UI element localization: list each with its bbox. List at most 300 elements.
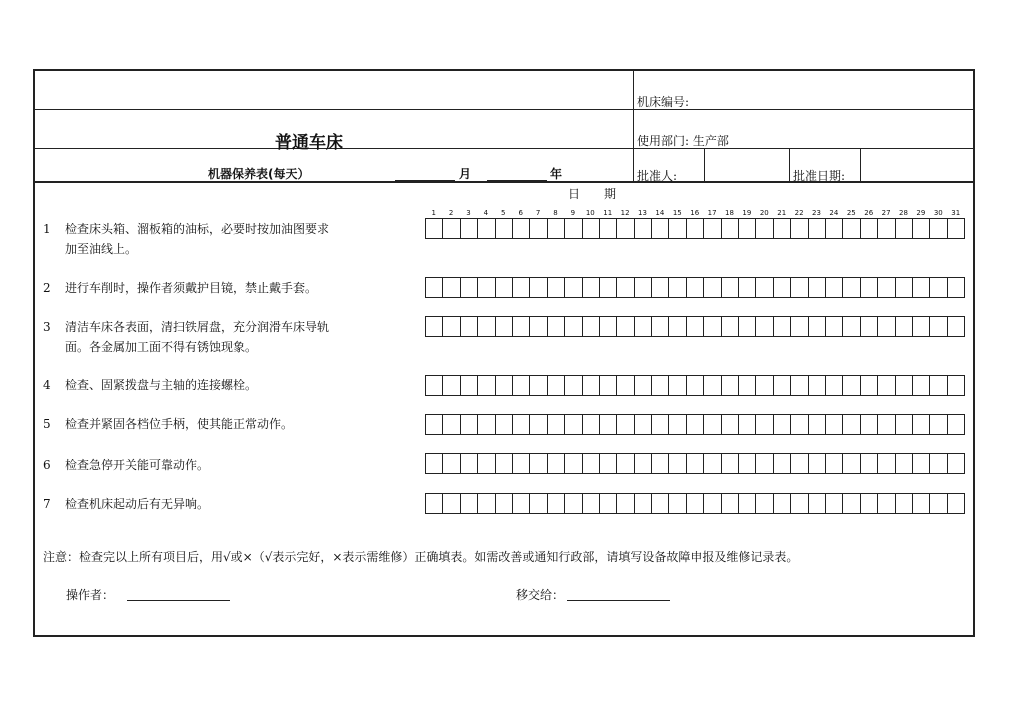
form-title: 普通车床	[275, 133, 343, 153]
check-cell[interactable]	[721, 277, 739, 298]
day-number: 19	[742, 209, 752, 217]
check-cell[interactable]	[912, 218, 930, 239]
check-cell[interactable]	[790, 414, 808, 435]
month-label: 月	[459, 167, 472, 181]
check-cell[interactable]	[634, 453, 652, 474]
check-cell[interactable]	[877, 277, 895, 298]
check-cell[interactable]	[529, 277, 547, 298]
check-cell[interactable]	[842, 453, 860, 474]
department-label: 使用部门: 生产部	[637, 134, 729, 148]
check-cell[interactable]	[825, 277, 843, 298]
check-cell[interactable]	[582, 316, 600, 337]
check-cell[interactable]	[495, 218, 513, 239]
check-item-7	[43, 494, 209, 514]
item-text-cont: 加至油线上。	[65, 242, 138, 256]
item-text: 检查、固紧拨盘与主轴的连接螺栓。	[65, 378, 258, 392]
check-cell[interactable]	[947, 316, 965, 337]
item-text-cont: 面。各金属加工面不得有锈蚀现象。	[65, 340, 258, 354]
check-item-2	[43, 278, 317, 298]
check-cell[interactable]	[790, 277, 808, 298]
check-cell[interactable]	[651, 277, 669, 298]
check-cell[interactable]	[947, 414, 965, 435]
day-number: 26	[864, 209, 874, 217]
check-cell[interactable]	[895, 277, 913, 298]
check-cell[interactable]	[547, 453, 565, 474]
check-cell[interactable]	[895, 316, 913, 337]
check-cell[interactable]	[425, 218, 443, 239]
check-cell[interactable]	[755, 375, 773, 396]
check-cell[interactable]	[755, 218, 773, 239]
checkbox-row-6	[425, 453, 964, 473]
check-cell[interactable]	[460, 277, 478, 298]
check-cell[interactable]	[651, 316, 669, 337]
check-cell[interactable]	[808, 316, 826, 337]
check-cell[interactable]	[582, 218, 600, 239]
check-cell[interactable]	[755, 277, 773, 298]
year-blank[interactable]	[487, 180, 547, 181]
check-cell[interactable]	[912, 493, 930, 514]
check-cell[interactable]	[790, 375, 808, 396]
check-cell[interactable]	[825, 493, 843, 514]
check-cell[interactable]	[842, 493, 860, 514]
item-number: 7	[43, 497, 51, 511]
checkbox-row-1	[425, 218, 964, 238]
day-number: 15	[672, 209, 682, 217]
item-number: 5	[43, 417, 51, 431]
check-cell[interactable]	[634, 277, 652, 298]
check-cell[interactable]	[703, 218, 721, 239]
item-text: 进行车削时，操作者须戴护目镜，禁止戴手套。	[65, 281, 318, 295]
check-cell[interactable]	[634, 375, 652, 396]
check-cell[interactable]	[773, 316, 791, 337]
check-cell[interactable]	[495, 414, 513, 435]
check-cell[interactable]	[755, 414, 773, 435]
check-cell[interactable]	[547, 414, 565, 435]
check-cell[interactable]	[686, 375, 704, 396]
check-cell[interactable]	[651, 493, 669, 514]
check-cell[interactable]	[738, 453, 756, 474]
check-cell[interactable]	[686, 493, 704, 514]
check-cell[interactable]	[703, 414, 721, 435]
item-text: 检查机床起动后有无异响。	[65, 497, 210, 511]
check-cell[interactable]	[425, 316, 443, 337]
check-cell[interactable]	[703, 277, 721, 298]
check-cell[interactable]	[512, 375, 530, 396]
handover-label: 移交给：	[516, 588, 565, 602]
check-cell[interactable]	[599, 453, 617, 474]
check-cell[interactable]	[842, 414, 860, 435]
check-cell[interactable]	[842, 316, 860, 337]
check-cell[interactable]	[460, 453, 478, 474]
day-number: 12	[620, 209, 630, 217]
check-cell[interactable]	[512, 218, 530, 239]
check-cell[interactable]	[738, 414, 756, 435]
check-cell[interactable]	[564, 218, 582, 239]
day-number: 6	[518, 209, 523, 217]
check-cell[interactable]	[721, 453, 739, 474]
day-number: 30	[933, 209, 943, 217]
day-number: 5	[501, 209, 506, 217]
day-number: 22	[794, 209, 804, 217]
check-cell[interactable]	[860, 277, 878, 298]
check-cell[interactable]	[929, 277, 947, 298]
check-item-6	[43, 455, 209, 475]
check-cell[interactable]	[512, 493, 530, 514]
day-number: 25	[846, 209, 856, 217]
check-cell[interactable]	[947, 493, 965, 514]
check-cell[interactable]	[512, 414, 530, 435]
check-cell[interactable]	[738, 277, 756, 298]
check-cell[interactable]	[686, 277, 704, 298]
check-cell[interactable]	[442, 375, 460, 396]
check-cell[interactable]	[912, 453, 930, 474]
approver-divider	[704, 148, 705, 182]
check-cell[interactable]	[512, 277, 530, 298]
check-cell[interactable]	[721, 493, 739, 514]
check-cell[interactable]	[808, 375, 826, 396]
check-cell[interactable]	[860, 375, 878, 396]
checkbox-row-5	[425, 414, 964, 434]
check-cell[interactable]	[877, 316, 895, 337]
check-cell[interactable]	[582, 375, 600, 396]
check-cell[interactable]	[512, 316, 530, 337]
check-cell[interactable]	[477, 375, 495, 396]
checkbox-row-4	[425, 375, 964, 395]
check-cell[interactable]	[877, 218, 895, 239]
check-cell[interactable]	[477, 277, 495, 298]
handover-signature-field[interactable]	[567, 600, 670, 601]
check-cell[interactable]	[947, 218, 965, 239]
day-number: 13	[638, 209, 647, 217]
check-cell[interactable]	[929, 218, 947, 239]
check-cell[interactable]	[773, 453, 791, 474]
check-cell[interactable]	[634, 493, 652, 514]
check-cell[interactable]	[860, 316, 878, 337]
check-cell[interactable]	[529, 316, 547, 337]
item-number: 3	[43, 320, 51, 334]
check-cell[interactable]	[495, 375, 513, 396]
check-cell[interactable]	[929, 453, 947, 474]
check-cell[interactable]	[825, 316, 843, 337]
check-cell[interactable]	[425, 493, 443, 514]
day-number: 27	[881, 209, 891, 217]
check-cell[interactable]	[529, 375, 547, 396]
check-cell[interactable]	[529, 493, 547, 514]
check-cell[interactable]	[616, 277, 634, 298]
check-cell[interactable]	[773, 493, 791, 514]
day-number: 23	[812, 209, 821, 217]
check-cell[interactable]	[686, 218, 704, 239]
check-cell[interactable]	[860, 493, 878, 514]
check-cell[interactable]	[582, 493, 600, 514]
check-cell[interactable]	[808, 218, 826, 239]
check-cell[interactable]	[877, 493, 895, 514]
check-cell[interactable]	[442, 493, 460, 514]
check-cell[interactable]	[616, 218, 634, 239]
check-cell[interactable]	[947, 375, 965, 396]
operator-label: 操作者：	[66, 588, 115, 602]
check-cell[interactable]	[477, 493, 495, 514]
check-cell[interactable]	[790, 453, 808, 474]
check-cell[interactable]	[442, 277, 460, 298]
check-cell[interactable]	[738, 493, 756, 514]
check-cell[interactable]	[895, 375, 913, 396]
check-cell[interactable]	[877, 414, 895, 435]
check-cell[interactable]	[842, 277, 860, 298]
check-cell[interactable]	[825, 218, 843, 239]
day-number: 4	[483, 209, 489, 217]
item-text: 检查并紧固各档位手柄，使其能正常动作。	[65, 417, 294, 431]
check-cell[interactable]	[773, 414, 791, 435]
check-cell[interactable]	[929, 493, 947, 514]
check-cell[interactable]	[721, 414, 739, 435]
check-cell[interactable]	[825, 375, 843, 396]
check-cell[interactable]	[564, 414, 582, 435]
check-cell[interactable]	[599, 316, 617, 337]
item-number: 4	[43, 378, 51, 392]
check-cell[interactable]	[442, 453, 460, 474]
check-cell[interactable]	[495, 453, 513, 474]
check-cell[interactable]	[773, 277, 791, 298]
header-divider-1	[33, 109, 975, 110]
check-cell[interactable]	[738, 375, 756, 396]
check-cell[interactable]	[947, 277, 965, 298]
check-cell[interactable]	[721, 316, 739, 337]
approver-label: 批准人:	[637, 169, 678, 183]
check-cell[interactable]	[703, 493, 721, 514]
check-cell[interactable]	[668, 375, 686, 396]
check-cell[interactable]	[582, 414, 600, 435]
check-cell[interactable]	[808, 414, 826, 435]
check-cell[interactable]	[668, 453, 686, 474]
check-cell[interactable]	[651, 453, 669, 474]
check-cell[interactable]	[599, 375, 617, 396]
check-item-1	[43, 219, 329, 259]
check-cell[interactable]	[564, 493, 582, 514]
check-cell[interactable]	[616, 316, 634, 337]
day-number: 21	[777, 209, 787, 217]
operator-signature-field[interactable]	[127, 600, 230, 601]
check-cell[interactable]	[442, 316, 460, 337]
approve-date-value-divider	[860, 148, 861, 182]
check-cell[interactable]	[895, 218, 913, 239]
check-cell[interactable]	[460, 375, 478, 396]
check-cell[interactable]	[912, 277, 930, 298]
check-cell[interactable]	[634, 218, 652, 239]
check-cell[interactable]	[477, 414, 495, 435]
check-cell[interactable]	[582, 453, 600, 474]
check-cell[interactable]	[808, 277, 826, 298]
check-cell[interactable]	[929, 414, 947, 435]
check-cell[interactable]	[842, 218, 860, 239]
machine-no-label: 机床编号:	[637, 95, 690, 109]
day-number: 1	[431, 209, 436, 217]
check-cell[interactable]	[651, 218, 669, 239]
check-cell[interactable]	[790, 316, 808, 337]
check-cell[interactable]	[425, 453, 443, 474]
check-item-5	[43, 414, 293, 434]
check-cell[interactable]	[668, 218, 686, 239]
checkbox-row-2	[425, 277, 964, 297]
item-text: 检查急停开关能可靠动作。	[65, 458, 210, 472]
date-heading: 日 期	[568, 187, 617, 201]
check-cell[interactable]	[755, 493, 773, 514]
check-cell[interactable]	[703, 453, 721, 474]
item-text: 检查床头箱、溜板箱的油标，必要时按加油图要求	[65, 222, 330, 236]
check-item-4	[43, 375, 257, 395]
check-cell[interactable]	[755, 316, 773, 337]
day-number: 8	[553, 209, 558, 217]
check-cell[interactable]	[877, 453, 895, 474]
check-cell[interactable]	[425, 277, 443, 298]
check-cell[interactable]	[860, 218, 878, 239]
check-cell[interactable]	[495, 277, 513, 298]
day-number: 24	[829, 209, 839, 217]
check-cell[interactable]	[895, 414, 913, 435]
day-number: 2	[448, 209, 454, 217]
check-cell[interactable]	[877, 375, 895, 396]
check-cell[interactable]	[912, 316, 930, 337]
check-cell[interactable]	[668, 414, 686, 435]
check-cell[interactable]	[721, 375, 739, 396]
check-cell[interactable]	[564, 375, 582, 396]
check-cell[interactable]	[860, 453, 878, 474]
item-number: 1	[43, 222, 51, 236]
check-cell[interactable]	[651, 375, 669, 396]
check-cell[interactable]	[547, 277, 565, 298]
check-cell[interactable]	[564, 453, 582, 474]
check-cell[interactable]	[808, 493, 826, 514]
check-cell[interactable]	[808, 453, 826, 474]
checkbox-row-7	[425, 493, 964, 513]
check-cell[interactable]	[477, 453, 495, 474]
check-cell[interactable]	[460, 414, 478, 435]
check-cell[interactable]	[425, 414, 443, 435]
day-number: 9	[570, 209, 576, 217]
check-cell[interactable]	[738, 316, 756, 337]
check-cell[interactable]	[495, 493, 513, 514]
check-cell[interactable]	[616, 493, 634, 514]
check-cell[interactable]	[860, 414, 878, 435]
check-cell[interactable]	[616, 414, 634, 435]
check-cell[interactable]	[929, 375, 947, 396]
check-cell[interactable]	[547, 218, 565, 239]
check-cell[interactable]	[495, 316, 513, 337]
check-cell[interactable]	[686, 453, 704, 474]
day-number: 7	[535, 209, 541, 217]
check-cell[interactable]	[616, 375, 634, 396]
check-cell[interactable]	[703, 316, 721, 337]
check-cell[interactable]	[616, 453, 634, 474]
check-cell[interactable]	[425, 375, 443, 396]
check-cell[interactable]	[442, 414, 460, 435]
day-number: 10	[585, 209, 595, 217]
month-blank[interactable]	[395, 180, 455, 181]
check-cell[interactable]	[825, 453, 843, 474]
approve-date-label: 批准日期:	[793, 169, 846, 183]
check-cell[interactable]	[599, 414, 617, 435]
check-cell[interactable]	[755, 453, 773, 474]
check-cell[interactable]	[929, 316, 947, 337]
day-number: 29	[916, 209, 926, 217]
check-cell[interactable]	[460, 493, 478, 514]
year-label: 年	[550, 167, 563, 181]
check-cell[interactable]	[634, 414, 652, 435]
check-cell[interactable]	[895, 493, 913, 514]
check-cell[interactable]	[773, 375, 791, 396]
item-text: 清洁车床各表面，清扫铁屑盘，充分润滑车床导轨	[65, 320, 330, 334]
header-divider-2	[33, 148, 975, 149]
check-cell[interactable]	[686, 414, 704, 435]
item-number: 2	[43, 281, 51, 295]
header-col-divider	[633, 69, 634, 182]
day-number: 3	[466, 209, 471, 217]
day-number: 18	[725, 209, 734, 217]
check-cell[interactable]	[668, 316, 686, 337]
check-cell[interactable]	[842, 375, 860, 396]
check-cell[interactable]	[634, 316, 652, 337]
check-cell[interactable]	[582, 277, 600, 298]
instruction-note: 注意：检查完以上所有项目后，用√或×（√表示完好，×表示需维修）正确填表。如需改善或通知行政部，请填写设备故障申报及维修记录表。	[43, 550, 799, 564]
check-cell[interactable]	[564, 316, 582, 337]
check-item-3	[43, 317, 329, 357]
checkbox-row-3	[425, 316, 964, 336]
check-cell[interactable]	[547, 375, 565, 396]
approve-date-divider	[789, 148, 790, 182]
check-cell[interactable]	[738, 218, 756, 239]
check-cell[interactable]	[547, 316, 565, 337]
check-cell[interactable]	[599, 277, 617, 298]
item-number: 6	[43, 458, 51, 472]
form-subtitle: 机器保养表(每天）	[208, 167, 310, 181]
check-cell[interactable]	[477, 218, 495, 239]
check-cell[interactable]	[773, 218, 791, 239]
day-number: 17	[707, 209, 717, 217]
day-number: 31	[951, 209, 961, 217]
check-cell[interactable]	[564, 277, 582, 298]
check-cell[interactable]	[651, 414, 669, 435]
check-cell[interactable]	[547, 493, 565, 514]
check-cell[interactable]	[442, 218, 460, 239]
check-cell[interactable]	[599, 493, 617, 514]
check-cell[interactable]	[912, 375, 930, 396]
day-number: 20	[759, 209, 769, 217]
check-cell[interactable]	[668, 493, 686, 514]
check-cell[interactable]	[529, 414, 547, 435]
check-cell[interactable]	[721, 218, 739, 239]
check-cell[interactable]	[686, 316, 704, 337]
day-number: 14	[655, 209, 665, 217]
check-cell[interactable]	[668, 277, 686, 298]
check-cell[interactable]	[529, 453, 547, 474]
check-cell[interactable]	[477, 316, 495, 337]
check-cell[interactable]	[895, 453, 913, 474]
check-cell[interactable]	[599, 218, 617, 239]
check-cell[interactable]	[790, 218, 808, 239]
check-cell[interactable]	[703, 375, 721, 396]
check-cell[interactable]	[460, 218, 478, 239]
check-cell[interactable]	[825, 414, 843, 435]
check-cell[interactable]	[947, 453, 965, 474]
check-cell[interactable]	[512, 453, 530, 474]
day-number: 11	[603, 209, 613, 217]
check-cell[interactable]	[529, 218, 547, 239]
check-cell[interactable]	[460, 316, 478, 337]
check-cell[interactable]	[790, 493, 808, 514]
day-number: 28	[899, 209, 908, 217]
day-number: 16	[690, 209, 700, 217]
check-cell[interactable]	[912, 414, 930, 435]
